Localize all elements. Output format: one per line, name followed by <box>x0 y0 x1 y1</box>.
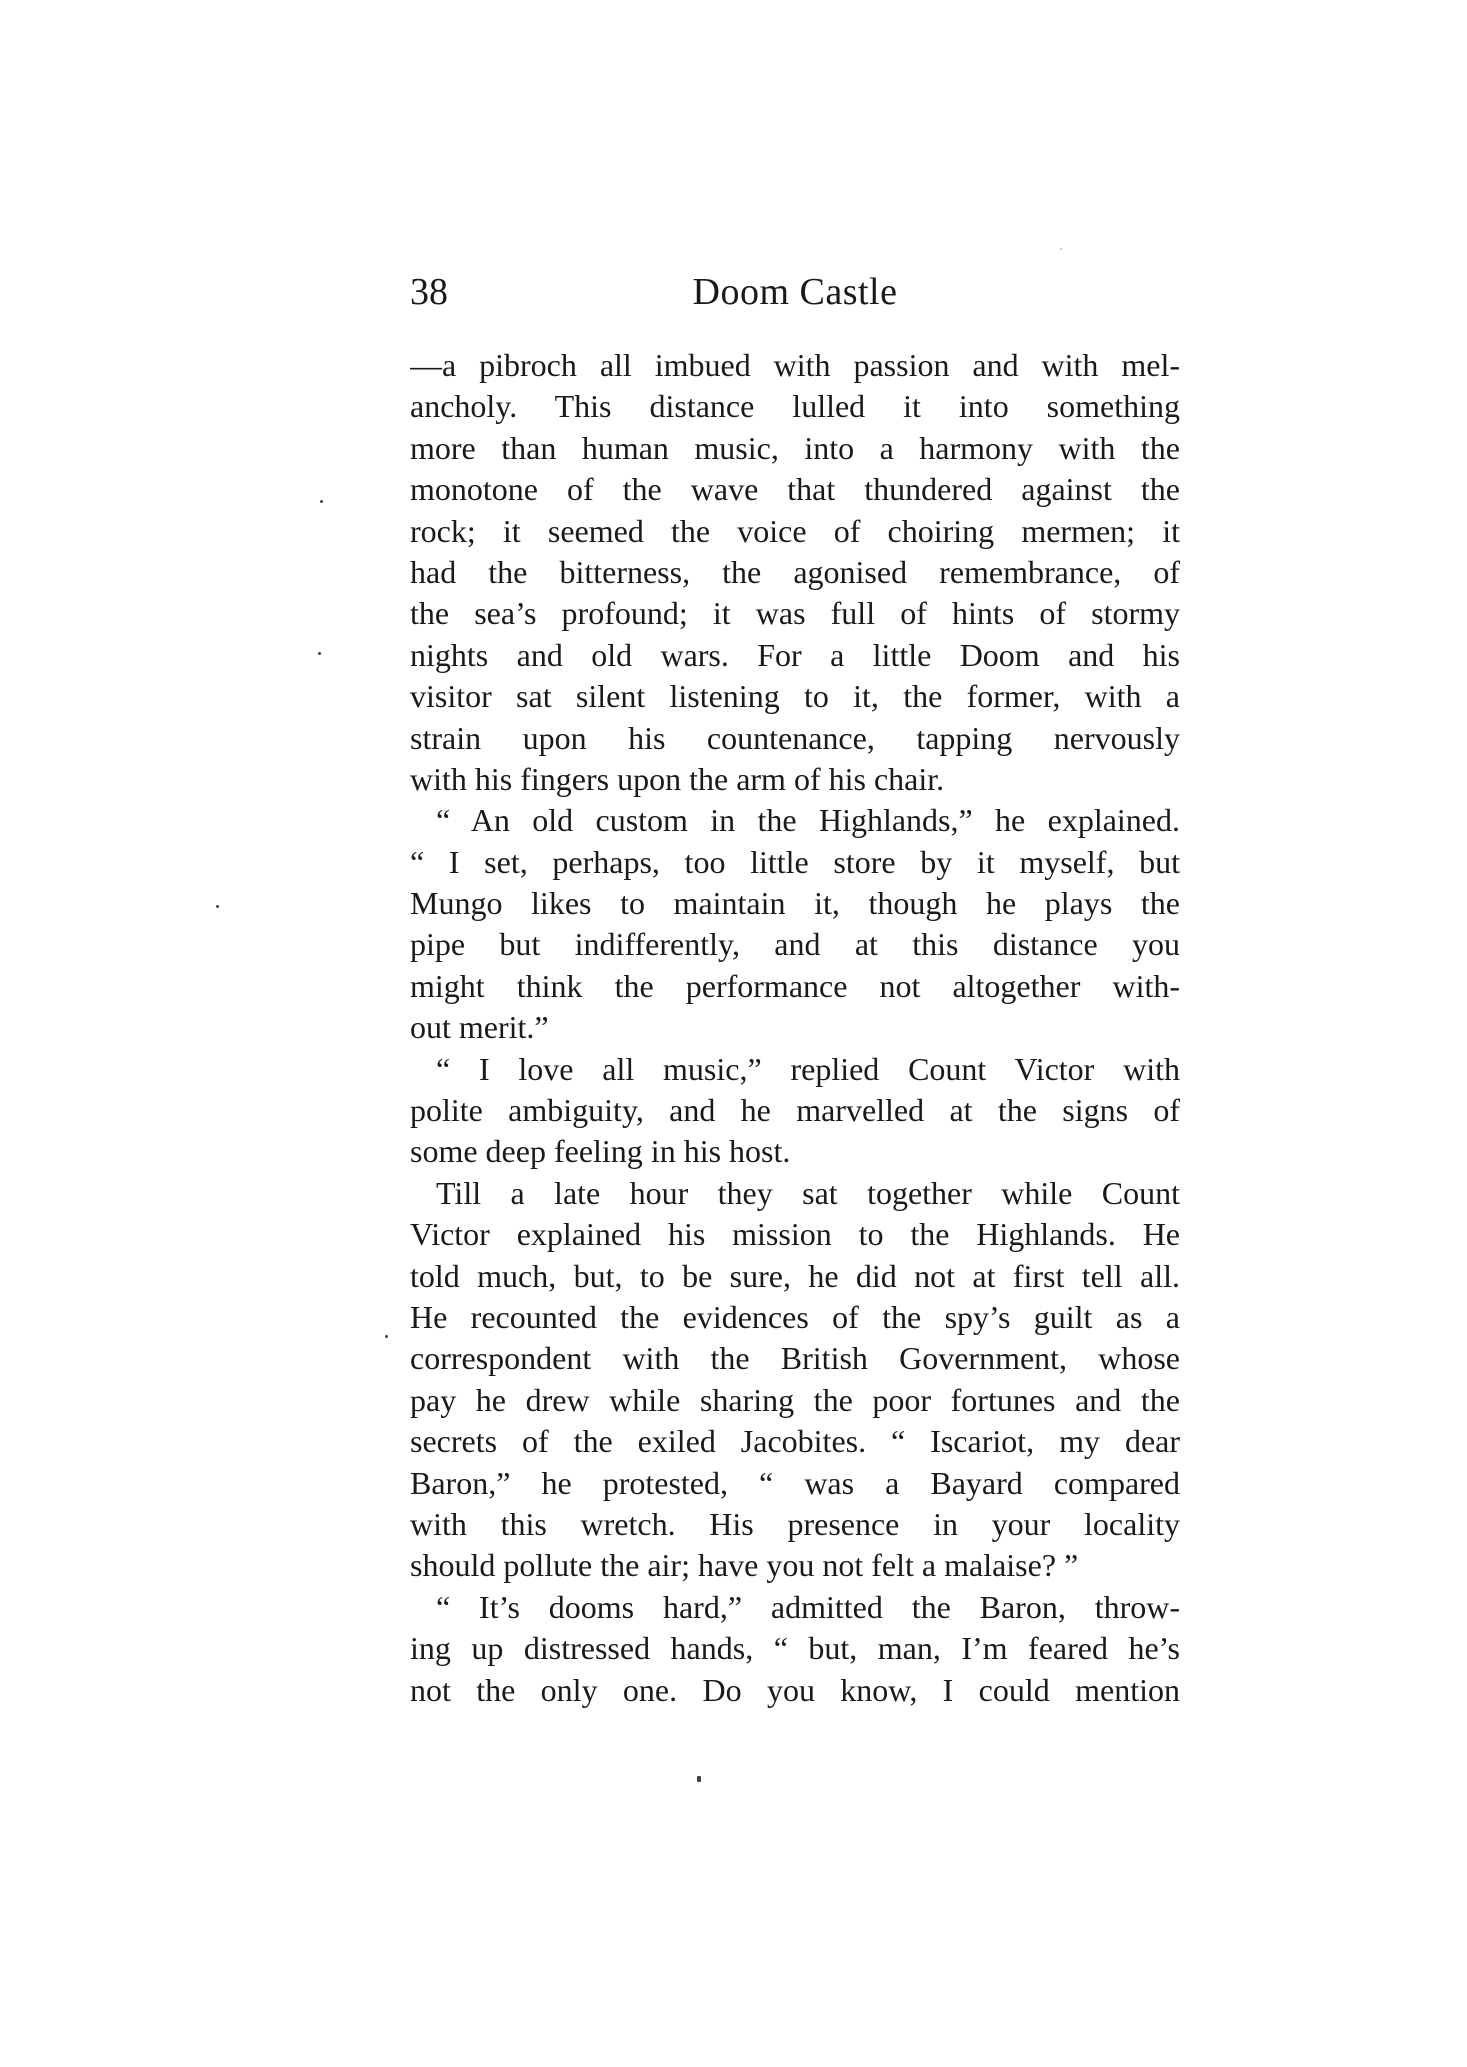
text-line: told much, but, to be sure, he did not at first tell all. <box>410 1257 1180 1294</box>
page-number: 38 <box>410 271 448 313</box>
scan-speck <box>697 1776 701 1782</box>
text-line: pipe but indifferently, and at this distance you <box>410 926 1180 963</box>
text-line: He recounted the evidences of the spy’s guilt as a <box>410 1298 1180 1335</box>
text-line: Victor explained his mission to the Highlands. He <box>410 1216 1180 1253</box>
text-line: secrets of the exiled Jacobites. “ Iscariot, my dear <box>410 1423 1180 1460</box>
scan-speck <box>318 652 321 655</box>
text-line: ing up distressed hands, “ but, man, I’m feared he’s <box>410 1630 1180 1667</box>
scan-speck <box>385 1335 388 1338</box>
text-line: ancholy. This distance lulled it into something <box>410 388 1180 425</box>
text-line: “ I love all music,” replied Count Victor with <box>436 1050 1180 1087</box>
scan-speck <box>1060 248 1062 250</box>
scan-speck <box>216 905 219 908</box>
text-line: more than human music, into a harmony with the <box>410 429 1180 466</box>
text-line: nights and old wars. For a little Doom and his <box>410 636 1180 673</box>
text-line: correspondent with the British Government, whose <box>410 1340 1180 1377</box>
text-line: —a pibroch all imbued with passion and with mel- <box>410 347 1180 383</box>
text-line: Till a late hour they sat together while Count <box>436 1174 1180 1211</box>
text-line: pay he drew while sharing the poor fortunes and the <box>410 1381 1180 1418</box>
body-text <box>410 345 1180 1711</box>
text-line: “ I set, perhaps, too little store by it myself, but <box>410 843 1180 880</box>
text-line: should pollute the air; have you not felt a malaise? ” <box>410 1547 1079 1584</box>
text-line: with his fingers upon the arm of his chair. <box>410 760 945 797</box>
text-line: with this wretch. His presence in your locality <box>410 1505 1180 1542</box>
text-line: out merit.” <box>410 1009 549 1046</box>
running-head <box>410 262 1180 322</box>
text-line: polite ambiguity, and he marvelled at the signs of <box>410 1092 1180 1129</box>
text-line: Baron,” he protested, “ was a Bayard compared <box>410 1464 1180 1501</box>
text-line: had the bitterness, the agonised remembrance, of <box>410 553 1180 590</box>
text-line: “ It’s dooms hard,” admitted the Baron, throw- <box>436 1588 1180 1625</box>
text-line: strain upon his countenance, tapping nervously <box>410 719 1180 756</box>
running-title: Doom Castle <box>692 271 898 313</box>
text-line: visitor sat silent listening to it, the former, with a <box>410 678 1180 715</box>
text-line: monotone of the wave that thundered against the <box>410 471 1180 508</box>
scan-speck <box>320 500 323 503</box>
text-line: Mungo likes to maintain it, though he plays the <box>410 885 1180 922</box>
text-line: rock; it seemed the voice of choiring mermen; it <box>410 512 1180 549</box>
text-line: “ An old custom in the Highlands,” he explained. <box>436 802 1180 839</box>
text-line: the sea’s profound; it was full of hints of stormy <box>410 595 1180 632</box>
text-line: some deep feeling in his host. <box>410 1133 791 1170</box>
text-line: not the only one. Do you know, I could mention <box>410 1671 1180 1708</box>
text-line: might think the performance not altogether with- <box>410 967 1180 1004</box>
